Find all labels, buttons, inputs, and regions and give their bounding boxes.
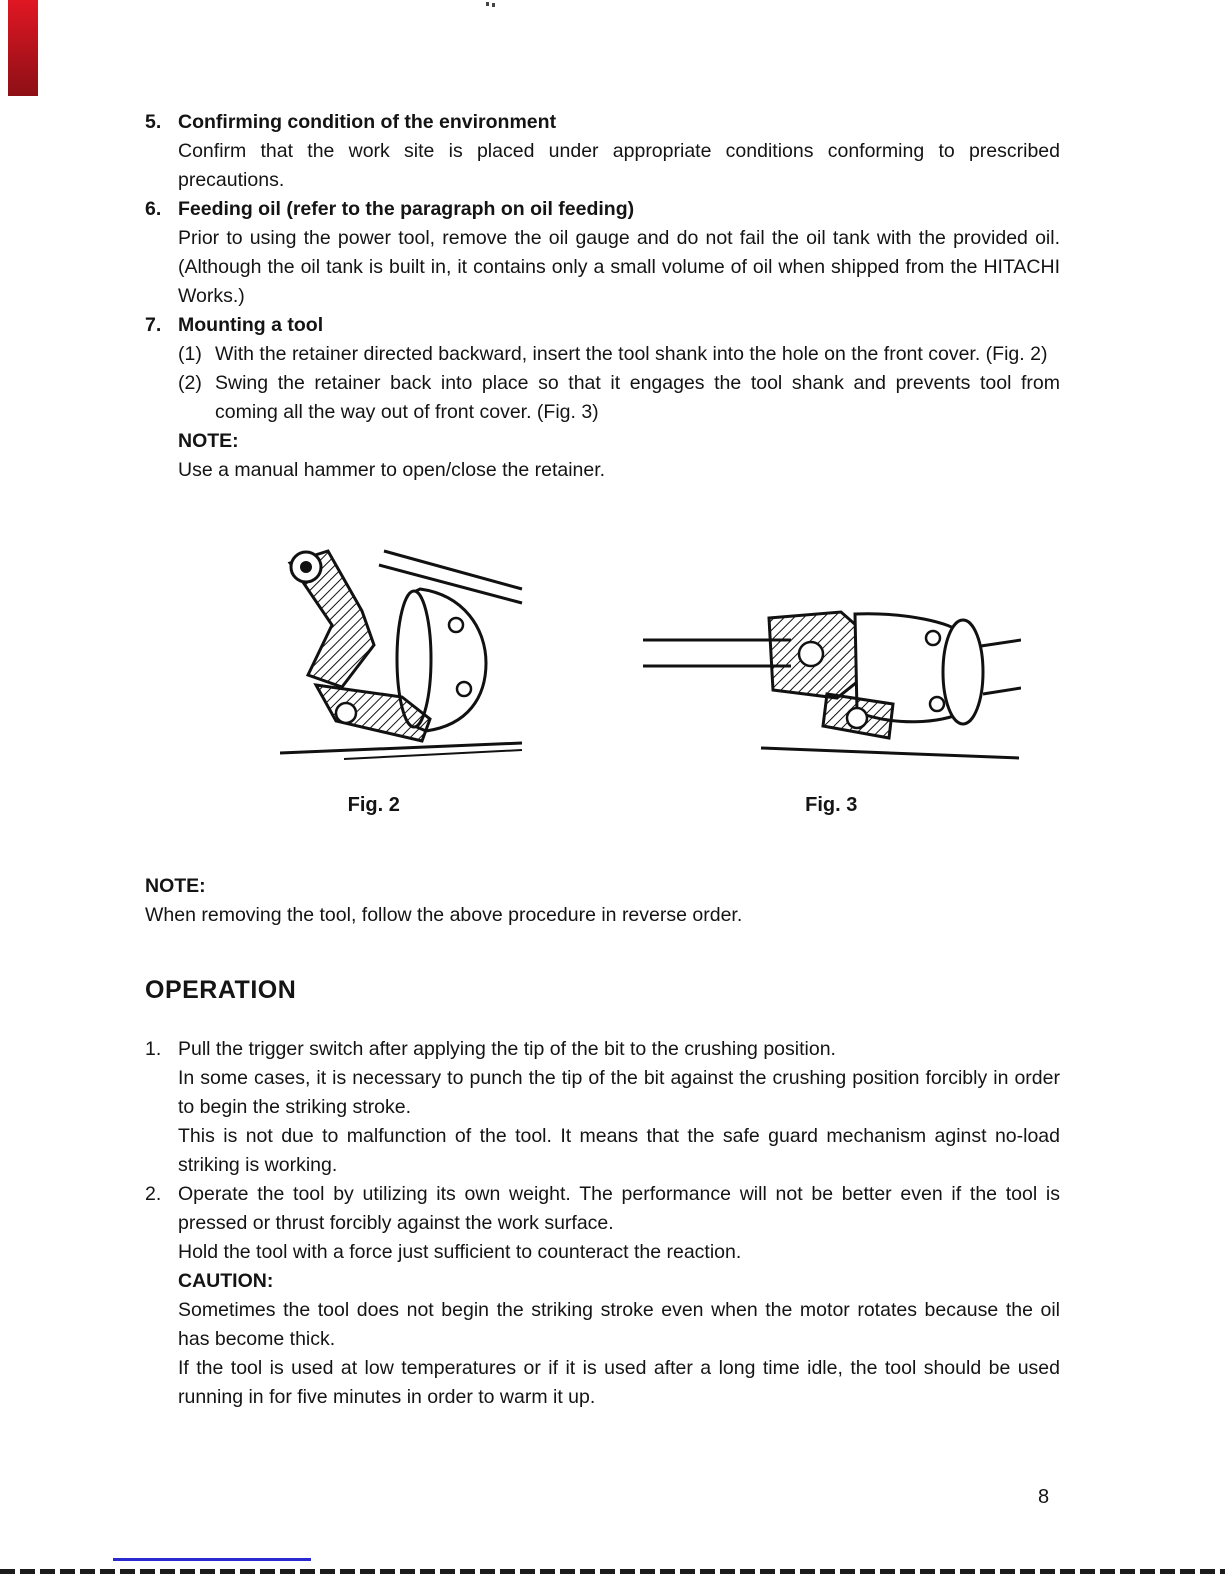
scan-artifact-dots <box>486 2 489 6</box>
operation-item-2 <box>145 1180 1060 1412</box>
item-number: 7. <box>145 314 162 336</box>
item-title: Confirming condition of the environment <box>178 111 557 133</box>
figure-row <box>145 537 1060 820</box>
operation-heading: OPERATION <box>145 976 297 1004</box>
operation-paragraph: Hold the tool with a force just sufficient to counteract the reaction. <box>178 1241 742 1263</box>
note-label: NOTE: <box>178 430 239 452</box>
scan-blue-line <box>113 1558 311 1561</box>
item-number: 1. <box>145 1038 162 1060</box>
caution-paragraph: Sometimes the tool does not begin the striking stroke even when the motor rotates because the oil has become thick. <box>178 1299 1060 1350</box>
page-number: 8 <box>1038 1486 1050 1508</box>
sub-item-paragraph: With the retainer directed backward, insert the tool shank into the hole on the front cover. (Fig. 2) <box>215 343 1048 365</box>
tool-retainer-open-illustration <box>224 537 524 771</box>
note-paragraph: When removing the tool, follow the above procedure in reverse order. <box>145 904 743 926</box>
item-number: 2. <box>145 1183 162 1205</box>
item-number: 5. <box>145 111 162 133</box>
sub-item-number: (2) <box>178 372 202 394</box>
note-label: NOTE: <box>145 875 206 897</box>
sub-item-1 <box>178 340 1060 369</box>
figure-3 <box>603 562 1061 820</box>
sub-item-2 <box>178 369 1060 427</box>
note-paragraph: Use a manual hammer to open/close the retainer. <box>178 459 606 481</box>
operation-paragraph: This is not due to malfunction of the tool. It means that the safe guard mechanism aginst no-load striking is working. <box>178 1125 1060 1176</box>
operation-item-1 <box>145 1035 1060 1180</box>
item-title: Feeding oil (refer to the paragraph on oil feeding) <box>178 198 635 220</box>
item-paragraph: Confirm that the work site is placed under appropriate conditions conforming to prescribed precautions. <box>178 140 1060 191</box>
operation-paragraph: Pull the trigger switch after applying the tip of the bit to the crushing position. <box>178 1038 836 1060</box>
scan-edge-red-mark <box>8 0 38 96</box>
scan-bottom-dashed-line <box>0 1569 1225 1574</box>
operation-paragraph: Operate the tool by utilizing its own weight. The performance will not be better even if the tool is pressed or thrust forcibly against the work surface. <box>178 1183 1060 1234</box>
note-block <box>145 872 1060 930</box>
tool-retainer-closed-illustration <box>641 562 1021 771</box>
operation-paragraph: In some cases, it is necessary to punch the tip of the bit against the crushing position forcibly in order to begin the striking stroke. <box>178 1067 1060 1118</box>
caution-paragraph: If the tool is used at low temperatures or if it is used after a long time idle, the tool should be used running in for five minutes in order to warm it up. <box>178 1357 1060 1408</box>
list-item-7 <box>145 311 1060 485</box>
figure-2-caption: Fig. 2 <box>347 794 400 816</box>
list-item-5 <box>145 108 1060 195</box>
document-body <box>145 108 1060 1412</box>
item-title: Mounting a tool <box>178 314 324 336</box>
item-number: 6. <box>145 198 162 220</box>
sub-item-paragraph: Swing the retainer back into place so that it engages the tool shank and prevents tool from coming all the way out of front cover. (Fig. 3) <box>215 372 1060 423</box>
figure-3-caption: Fig. 3 <box>805 794 858 816</box>
caution-label: CAUTION: <box>178 1270 274 1292</box>
figure-2 <box>145 537 603 820</box>
item-paragraph: Prior to using the power tool, remove the oil gauge and do not fail the oil tank with the provided oil. (Although the oil tank is built in, it contains only a small volume of oil when shipped from the HITACHI Works.) <box>178 227 1060 307</box>
list-item-6 <box>145 195 1060 311</box>
sub-item-number: (1) <box>178 343 202 365</box>
